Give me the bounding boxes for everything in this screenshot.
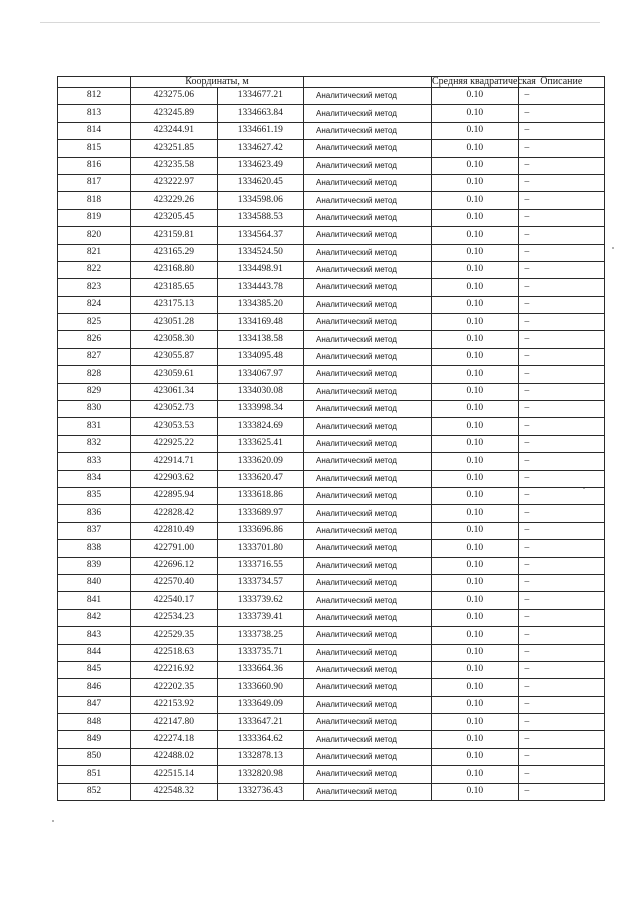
method-cell: Аналитический метод (304, 244, 432, 261)
point-number-cell: 849 (58, 731, 131, 748)
coordinate-x-cell: 422153.92 (131, 696, 218, 713)
table-row (58, 314, 605, 331)
table-row (58, 88, 605, 105)
description-cell: – (518, 470, 605, 487)
method-cell: Аналитический метод (304, 557, 432, 574)
table-row (58, 418, 605, 435)
header-accuracy: Средняя квадратическая (432, 76, 536, 87)
description-cell: – (518, 157, 605, 174)
point-number-cell: 843 (58, 627, 131, 644)
coordinate-y-cell: 1333998.34 (217, 401, 304, 418)
accuracy-cell: 0.10 (432, 296, 519, 313)
accuracy-cell: 0.10 (432, 174, 519, 191)
coordinate-x-cell: 423251.85 (131, 140, 218, 157)
table-row (58, 261, 605, 278)
coordinate-x-cell: 423159.81 (131, 227, 218, 244)
method-cell: Аналитический метод (304, 314, 432, 331)
table-row (58, 383, 605, 400)
point-number-cell: 845 (58, 661, 131, 678)
coordinate-x-cell: 423055.87 (131, 348, 218, 365)
coordinate-x-cell: 422810.49 (131, 522, 218, 539)
description-cell: – (518, 731, 605, 748)
coordinate-y-cell: 1333647.21 (217, 714, 304, 731)
point-number-cell: 846 (58, 679, 131, 696)
description-cell: – (518, 644, 605, 661)
coordinate-x-cell: 422925.22 (131, 435, 218, 452)
accuracy-cell: 0.10 (432, 731, 519, 748)
description-cell: – (518, 314, 605, 331)
coordinate-x-cell: 422570.40 (131, 574, 218, 591)
coordinate-y-cell: 1334598.06 (217, 192, 304, 209)
method-cell: Аналитический метод (304, 261, 432, 278)
coordinate-y-cell: 1334564.37 (217, 227, 304, 244)
table-row (58, 192, 605, 209)
coordinate-y-cell: 1334627.42 (217, 140, 304, 157)
coordinate-x-cell: 422202.35 (131, 679, 218, 696)
header-method-cell (304, 77, 432, 88)
coordinate-x-cell: 423058.30 (131, 331, 218, 348)
method-cell: Аналитический метод (304, 644, 432, 661)
point-number-cell: 826 (58, 331, 131, 348)
method-cell: Аналитический метод (304, 348, 432, 365)
point-number-cell: 812 (58, 88, 131, 105)
coordinate-y-cell: 1334138.58 (217, 331, 304, 348)
description-cell: – (518, 122, 605, 139)
header-description: Описание (518, 77, 605, 88)
description-cell: – (518, 540, 605, 557)
accuracy-cell: 0.10 (432, 435, 519, 452)
table-row (58, 348, 605, 365)
method-cell: Аналитический метод (304, 783, 432, 800)
coordinate-y-cell: 1333364.62 (217, 731, 304, 748)
coordinate-y-cell: 1334620.45 (217, 174, 304, 191)
method-cell: Аналитический метод (304, 574, 432, 591)
table-row (58, 174, 605, 191)
description-cell: – (518, 348, 605, 365)
point-number-cell: 817 (58, 174, 131, 191)
description-cell: – (518, 748, 605, 765)
method-cell: Аналитический метод (304, 592, 432, 609)
coordinate-x-cell: 423168.80 (131, 261, 218, 278)
coordinate-x-cell: 423051.28 (131, 314, 218, 331)
header-coordinates: Координаты, м (131, 77, 304, 88)
table-row (58, 731, 605, 748)
point-number-cell: 822 (58, 261, 131, 278)
accuracy-cell: 0.10 (432, 418, 519, 435)
point-number-cell: 829 (58, 383, 131, 400)
method-cell: Аналитический метод (304, 105, 432, 122)
point-number-cell: 820 (58, 227, 131, 244)
accuracy-cell: 0.10 (432, 244, 519, 261)
method-cell: Аналитический метод (304, 122, 432, 139)
coordinate-x-cell: 422540.17 (131, 592, 218, 609)
table-row (58, 209, 605, 226)
coordinate-y-cell: 1332736.43 (217, 783, 304, 800)
coordinate-x-cell: 422895.94 (131, 487, 218, 504)
table-row (58, 557, 605, 574)
coordinate-y-cell: 1333716.55 (217, 557, 304, 574)
coordinate-y-cell: 1333618.86 (217, 487, 304, 504)
coordinate-y-cell: 1334169.48 (217, 314, 304, 331)
accuracy-cell: 0.10 (432, 609, 519, 626)
coordinate-y-cell: 1333739.62 (217, 592, 304, 609)
table-row (58, 453, 605, 470)
description-cell: – (518, 609, 605, 626)
table-row (58, 748, 605, 765)
accuracy-cell: 0.10 (432, 505, 519, 522)
coordinate-y-cell: 1332878.13 (217, 748, 304, 765)
coordinate-y-cell: 1333701.80 (217, 540, 304, 557)
description-cell: – (518, 557, 605, 574)
point-number-cell: 824 (58, 296, 131, 313)
accuracy-cell: 0.10 (432, 522, 519, 539)
point-number-cell: 850 (58, 748, 131, 765)
accuracy-cell: 0.10 (432, 209, 519, 226)
point-number-cell: 835 (58, 487, 131, 504)
coordinate-y-cell: 1333738.25 (217, 627, 304, 644)
description-cell: – (518, 522, 605, 539)
coordinates-table-body (58, 77, 605, 801)
point-number-cell: 813 (58, 105, 131, 122)
point-number-cell: 818 (58, 192, 131, 209)
coordinate-y-cell: 1334677.21 (217, 88, 304, 105)
coordinate-x-cell: 423053.53 (131, 418, 218, 435)
point-number-cell: 839 (58, 557, 131, 574)
method-cell: Аналитический метод (304, 174, 432, 191)
point-number-cell: 840 (58, 574, 131, 591)
point-number-cell: 827 (58, 348, 131, 365)
point-number-cell: 831 (58, 418, 131, 435)
method-cell: Аналитический метод (304, 766, 432, 783)
accuracy-cell: 0.10 (432, 487, 519, 504)
coordinates-table (57, 76, 605, 801)
coordinate-y-cell: 1333739.41 (217, 609, 304, 626)
method-cell: Аналитический метод (304, 401, 432, 418)
point-number-cell: 825 (58, 314, 131, 331)
coordinate-x-cell: 423185.65 (131, 279, 218, 296)
coordinate-x-cell: 423229.26 (131, 192, 218, 209)
table-row (58, 574, 605, 591)
point-number-cell: 836 (58, 505, 131, 522)
table-row (58, 679, 605, 696)
accuracy-cell: 0.10 (432, 192, 519, 209)
accuracy-cell: 0.10 (432, 679, 519, 696)
description-cell: – (518, 366, 605, 383)
coordinate-x-cell: 423222.97 (131, 174, 218, 191)
description-cell: – (518, 487, 605, 504)
accuracy-cell: 0.10 (432, 261, 519, 278)
table-row (58, 487, 605, 504)
coordinate-y-cell: 1334030.08 (217, 383, 304, 400)
coordinate-x-cell: 423235.58 (131, 157, 218, 174)
accuracy-cell: 0.10 (432, 696, 519, 713)
method-cell: Аналитический метод (304, 140, 432, 157)
coordinate-y-cell: 1334588.53 (217, 209, 304, 226)
coordinate-x-cell: 422696.12 (131, 557, 218, 574)
accuracy-cell: 0.10 (432, 766, 519, 783)
accuracy-cell: 0.10 (432, 540, 519, 557)
coordinate-x-cell: 423275.06 (131, 88, 218, 105)
method-cell: Аналитический метод (304, 679, 432, 696)
accuracy-cell: 0.10 (432, 783, 519, 800)
coordinate-y-cell: 1333824.69 (217, 418, 304, 435)
coordinate-y-cell: 1333620.47 (217, 470, 304, 487)
coordinate-x-cell: 422488.02 (131, 748, 218, 765)
table-row (58, 140, 605, 157)
coordinate-x-cell: 422534.23 (131, 609, 218, 626)
point-number-cell: 816 (58, 157, 131, 174)
method-cell: Аналитический метод (304, 209, 432, 226)
coordinate-y-cell: 1334663.84 (217, 105, 304, 122)
point-number-cell: 852 (58, 783, 131, 800)
point-number-cell: 832 (58, 435, 131, 452)
method-cell: Аналитический метод (304, 157, 432, 174)
coordinate-y-cell: 1334443.78 (217, 279, 304, 296)
table-row (58, 401, 605, 418)
method-cell: Аналитический метод (304, 714, 432, 731)
description-cell: – (518, 661, 605, 678)
coordinate-y-cell: 1333625.41 (217, 435, 304, 452)
accuracy-cell: 0.10 (432, 331, 519, 348)
coordinate-x-cell: 423205.45 (131, 209, 218, 226)
coordinate-x-cell: 423175.13 (131, 296, 218, 313)
coordinate-y-cell: 1334661.19 (217, 122, 304, 139)
table-header-row (58, 77, 605, 88)
point-number-cell: 830 (58, 401, 131, 418)
table-row (58, 366, 605, 383)
accuracy-cell: 0.10 (432, 105, 519, 122)
coordinate-y-cell: 1334623.49 (217, 157, 304, 174)
table-row (58, 644, 605, 661)
method-cell: Аналитический метод (304, 540, 432, 557)
table-row (58, 696, 605, 713)
coordinate-x-cell: 423245.89 (131, 105, 218, 122)
table-row (58, 505, 605, 522)
accuracy-cell: 0.10 (432, 227, 519, 244)
description-cell: – (518, 627, 605, 644)
coordinate-y-cell: 1334498.91 (217, 261, 304, 278)
method-cell: Аналитический метод (304, 748, 432, 765)
method-cell: Аналитический метод (304, 418, 432, 435)
description-cell: – (518, 505, 605, 522)
table-row (58, 766, 605, 783)
coordinate-x-cell: 422828.42 (131, 505, 218, 522)
accuracy-cell: 0.10 (432, 714, 519, 731)
coordinate-y-cell: 1333620.09 (217, 453, 304, 470)
table-row (58, 627, 605, 644)
accuracy-cell: 0.10 (432, 157, 519, 174)
method-cell: Аналитический метод (304, 383, 432, 400)
coordinate-x-cell: 422518.63 (131, 644, 218, 661)
table-row (58, 331, 605, 348)
point-number-cell: 833 (58, 453, 131, 470)
coordinate-x-cell: 422914.71 (131, 453, 218, 470)
accuracy-cell: 0.10 (432, 122, 519, 139)
scan-speck (612, 247, 614, 249)
coordinate-x-cell: 422548.32 (131, 783, 218, 800)
point-number-cell: 837 (58, 522, 131, 539)
method-cell: Аналитический метод (304, 627, 432, 644)
scan-speck (52, 820, 54, 822)
accuracy-cell: 0.10 (432, 557, 519, 574)
description-cell: – (518, 679, 605, 696)
coordinate-x-cell: 422216.92 (131, 661, 218, 678)
table-row (58, 522, 605, 539)
description-cell: – (518, 383, 605, 400)
coordinate-y-cell: 1333696.86 (217, 522, 304, 539)
table-row (58, 244, 605, 261)
table-row (58, 609, 605, 626)
table-row (58, 435, 605, 452)
accuracy-cell: 0.10 (432, 574, 519, 591)
coordinate-y-cell: 1334524.50 (217, 244, 304, 261)
coordinate-x-cell: 423052.73 (131, 401, 218, 418)
method-cell: Аналитический метод (304, 470, 432, 487)
method-cell: Аналитический метод (304, 227, 432, 244)
description-cell: – (518, 453, 605, 470)
accuracy-cell: 0.10 (432, 366, 519, 383)
method-cell: Аналитический метод (304, 435, 432, 452)
accuracy-cell: 0.10 (432, 627, 519, 644)
coordinate-x-cell: 422791.00 (131, 540, 218, 557)
method-cell: Аналитический метод (304, 192, 432, 209)
point-number-cell: 815 (58, 140, 131, 157)
table-row (58, 540, 605, 557)
method-cell: Аналитический метод (304, 453, 432, 470)
table-row (58, 470, 605, 487)
point-number-cell: 844 (58, 644, 131, 661)
method-cell: Аналитический метод (304, 609, 432, 626)
coordinate-y-cell: 1334095.48 (217, 348, 304, 365)
method-cell: Аналитический метод (304, 731, 432, 748)
method-cell: Аналитический метод (304, 696, 432, 713)
accuracy-cell: 0.10 (432, 644, 519, 661)
accuracy-cell: 0.10 (432, 748, 519, 765)
table-row (58, 157, 605, 174)
description-cell: – (518, 261, 605, 278)
coordinate-x-cell: 422147.80 (131, 714, 218, 731)
description-cell: – (518, 401, 605, 418)
accuracy-cell: 0.10 (432, 661, 519, 678)
table-row (58, 296, 605, 313)
description-cell: – (518, 192, 605, 209)
coordinate-y-cell: 1333734.57 (217, 574, 304, 591)
accuracy-cell: 0.10 (432, 279, 519, 296)
description-cell: – (518, 766, 605, 783)
method-cell: Аналитический метод (304, 279, 432, 296)
accuracy-cell: 0.10 (432, 592, 519, 609)
accuracy-cell: 0.10 (432, 470, 519, 487)
coordinate-x-cell: 423061.34 (131, 383, 218, 400)
point-number-cell: 823 (58, 279, 131, 296)
point-number-cell: 842 (58, 609, 131, 626)
description-cell: – (518, 331, 605, 348)
method-cell: Аналитический метод (304, 522, 432, 539)
table-row (58, 105, 605, 122)
table-row (58, 661, 605, 678)
table-row (58, 714, 605, 731)
coordinate-y-cell: 1333649.09 (217, 696, 304, 713)
table-row (58, 279, 605, 296)
method-cell: Аналитический метод (304, 487, 432, 504)
description-cell: – (518, 88, 605, 105)
coordinate-x-cell: 423244.91 (131, 122, 218, 139)
description-cell: – (518, 244, 605, 261)
description-cell: – (518, 279, 605, 296)
method-cell: Аналитический метод (304, 366, 432, 383)
accuracy-cell: 0.10 (432, 88, 519, 105)
method-cell: Аналитический метод (304, 661, 432, 678)
description-cell: – (518, 435, 605, 452)
table-row (58, 592, 605, 609)
table-row (58, 227, 605, 244)
point-number-cell: 834 (58, 470, 131, 487)
coordinate-x-cell: 422515.14 (131, 766, 218, 783)
method-cell: Аналитический метод (304, 88, 432, 105)
description-cell: – (518, 714, 605, 731)
scan-edge-line (40, 22, 600, 23)
accuracy-cell: 0.10 (432, 383, 519, 400)
coordinate-y-cell: 1333735.71 (217, 644, 304, 661)
point-number-cell: 821 (58, 244, 131, 261)
description-cell: – (518, 105, 605, 122)
table-row (58, 122, 605, 139)
accuracy-cell: 0.10 (432, 140, 519, 157)
point-number-cell: 848 (58, 714, 131, 731)
method-cell: Аналитический метод (304, 505, 432, 522)
description-cell: – (518, 174, 605, 191)
point-number-cell: 819 (58, 209, 131, 226)
point-number-cell: 847 (58, 696, 131, 713)
coordinate-y-cell: 1333689.97 (217, 505, 304, 522)
point-number-cell: 851 (58, 766, 131, 783)
coordinate-y-cell: 1334385.20 (217, 296, 304, 313)
description-cell: – (518, 418, 605, 435)
description-cell: – (518, 296, 605, 313)
coordinate-x-cell: 423165.29 (131, 244, 218, 261)
method-cell: Аналитический метод (304, 296, 432, 313)
coordinate-x-cell: 422903.62 (131, 470, 218, 487)
point-number-cell: 841 (58, 592, 131, 609)
description-cell: – (518, 592, 605, 609)
description-cell: – (518, 140, 605, 157)
coordinate-y-cell: 1333664.36 (217, 661, 304, 678)
accuracy-cell: 0.10 (432, 401, 519, 418)
point-number-cell: 814 (58, 122, 131, 139)
point-number-cell: 838 (58, 540, 131, 557)
description-cell: – (518, 696, 605, 713)
description-cell: – (518, 574, 605, 591)
table-row (58, 783, 605, 800)
header-number-cell (58, 77, 131, 88)
method-cell: Аналитический метод (304, 331, 432, 348)
accuracy-cell: 0.10 (432, 314, 519, 331)
coordinate-x-cell: 422274.18 (131, 731, 218, 748)
coordinate-y-cell: 1334067.97 (217, 366, 304, 383)
point-number-cell: 828 (58, 366, 131, 383)
coordinate-x-cell: 422529.35 (131, 627, 218, 644)
accuracy-cell: 0.10 (432, 453, 519, 470)
coordinate-x-cell: 423059.61 (131, 366, 218, 383)
description-cell: – (518, 209, 605, 226)
description-cell: – (518, 227, 605, 244)
accuracy-cell: 0.10 (432, 348, 519, 365)
description-cell: – (518, 783, 605, 800)
coordinate-y-cell: 1332820.98 (217, 766, 304, 783)
coordinate-y-cell: 1333660.90 (217, 679, 304, 696)
